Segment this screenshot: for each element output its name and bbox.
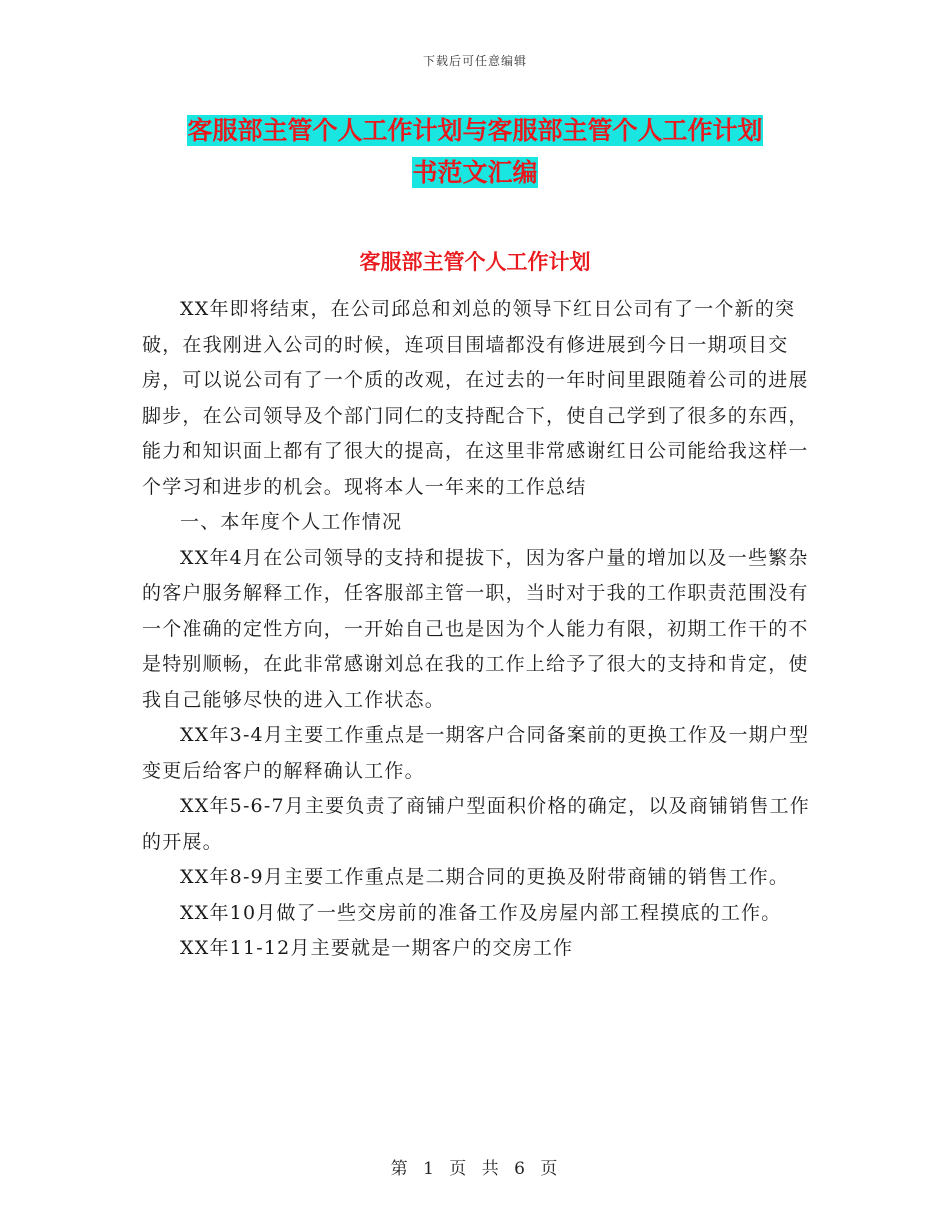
footer-total-pages: 6 bbox=[514, 1159, 527, 1179]
paragraph-april: XX年4月在公司领导的支持和提拔下，因为客户量的增加以及一些繁杂的客户服务解释工作，任客服部主管一职，当时对于我的工作职责范围没有一个准确的定性方向，一开始自己也是因为个人能力有限，初期工作干的不是特别顺畅，在此非常感谢刘总在我的工作上给予了很大的支持和肯定，使我自己能够尽快的进入工作状态。 bbox=[142, 546, 809, 711]
footer-total-word: 共 bbox=[481, 1159, 501, 1179]
section-title: 客服部主管个人工作计划 bbox=[359, 250, 591, 274]
document-title bbox=[100, 110, 850, 194]
paragraph-mar-apr: XX年3-4月主要工作重点是一期客户合同备案前的更换工作及一期户型变更后给客户的解释确认工作。 bbox=[142, 724, 810, 782]
paragraph-oct: XX年10月做了一些交房前的准备工作及房屋内部工程摸底的工作。 bbox=[180, 901, 782, 924]
footer-page-number: 1 bbox=[423, 1159, 436, 1179]
footer-prefix: 第 bbox=[390, 1159, 410, 1179]
document-body bbox=[142, 292, 810, 967]
title-line-1: 客服部主管个人工作计划与客服部主管个人工作计划 bbox=[187, 116, 763, 145]
page-footer bbox=[0, 1154, 950, 1179]
paragraph-heading: 一、本年度个人工作情况 bbox=[180, 511, 403, 533]
footer-page-word: 页 bbox=[449, 1159, 469, 1179]
paragraph-intro: XX年即将结束，在公司邱总和刘总的领导下红日公司有了一个新的突破，在我刚进入公司的时候，连项目围墙都没有修进展到今日一期项目交房，可以说公司有了一个质的改观，在过去的一年时间里跟随着公司的进展脚步，在公司领导及个部门同仁的支持配合下，使自己学到了很多的东西，能力和知识面上都有了很大的提高，在这里非常感谢红日公司能给我这样一个学习和进步的机会。现将本人一年来的工作总结 bbox=[142, 298, 809, 498]
title-line-2: 书范文汇编 bbox=[412, 158, 538, 187]
paragraph-may-jul: XX年5-6-7月主要负责了商铺户型面积价格的确定，以及商铺销售工作的开展。 bbox=[142, 795, 810, 853]
paragraph-aug-sep: XX年8-9月主要工作重点是二期合同的更换及附带商铺的销售工作。 bbox=[180, 866, 790, 888]
footer-suffix: 页 bbox=[540, 1159, 560, 1179]
paragraph-nov-dec: XX年11-12月主要就是一期客户的交房工作 bbox=[180, 937, 574, 959]
header-note: 下载后可任意编辑 bbox=[422, 54, 527, 68]
